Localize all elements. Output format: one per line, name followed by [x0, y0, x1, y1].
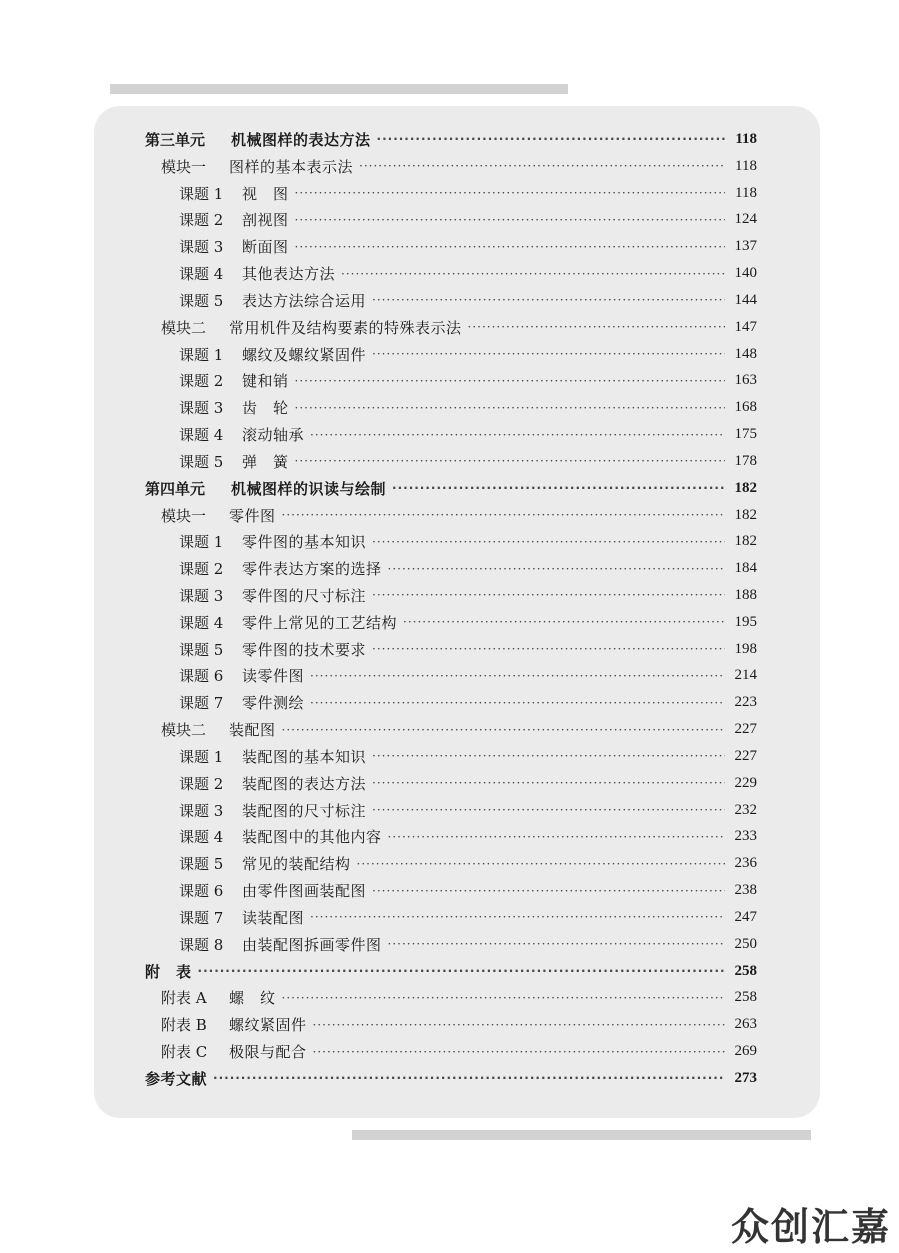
toc-entry-number: 课题 2 [179, 211, 224, 230]
toc-entry-page: 118 [735, 130, 757, 147]
toc-entry-title: 断面图 [242, 238, 289, 257]
toc-entry-title: 零件图的尺寸标注 [242, 586, 367, 605]
toc-entry[interactable] [145, 206, 757, 233]
toc-entry-title: 极限与配合 [229, 1043, 307, 1062]
toc-entry[interactable] [145, 689, 757, 716]
toc-entry[interactable] [145, 448, 757, 475]
toc-leader-dots [377, 132, 725, 146]
toc-entry-title: 附 表 [145, 962, 192, 981]
toc-entry-number: 课题 2 [179, 774, 224, 793]
top-decor-bar [110, 84, 568, 94]
toc-entry-number: 附表 B [161, 1016, 207, 1035]
toc-leader-dots [372, 776, 725, 790]
toc-leader-dots [372, 642, 725, 656]
toc-leader-dots [295, 240, 725, 254]
toc-entry-title: 装配图 [229, 721, 276, 740]
toc-entry-page: 140 [734, 265, 757, 282]
toc-entry-page: 263 [734, 1016, 757, 1033]
toc-entry-title: 由装配图拆画零件图 [242, 935, 382, 954]
toc-entry-page: 137 [734, 238, 757, 255]
toc-entry-number: 课题 5 [179, 640, 224, 659]
toc-leader-dots [213, 1071, 725, 1085]
toc-leader-dots [313, 1018, 725, 1032]
toc-entry[interactable] [145, 475, 757, 502]
toc-entry-page: 118 [735, 157, 757, 174]
toc-entry[interactable] [145, 663, 757, 690]
toc-entry[interactable] [145, 985, 757, 1012]
toc-entry-number: 课题 2 [179, 560, 224, 579]
toc-leader-dots [310, 910, 725, 924]
toc-entry-title: 图样的基本表示法 [229, 157, 354, 176]
toc-entry-page: 184 [734, 560, 757, 577]
toc-entry-page: 258 [734, 989, 757, 1006]
toc-entry-title: 机械图样的识读与绘制 [231, 479, 387, 498]
toc-leader-dots [295, 213, 725, 227]
toc-entry-number: 模块一 [161, 157, 207, 176]
toc-entry-title: 其他表达方法 [242, 265, 336, 284]
toc-entry[interactable] [145, 1038, 757, 1065]
toc-leader-dots [282, 723, 725, 737]
toc-leader-dots [313, 1045, 725, 1059]
toc-entry-number: 模块二 [161, 318, 207, 337]
toc-entry-number: 第三单元 [145, 130, 206, 149]
toc-entry-title: 装配图中的其他内容 [242, 828, 382, 847]
toc-entry[interactable] [145, 555, 757, 582]
toc-entry-title: 读零件图 [242, 667, 305, 686]
toc-entry[interactable] [145, 502, 757, 529]
toc-entry-title: 装配图的尺寸标注 [242, 801, 367, 820]
toc-entry-page: 233 [734, 828, 757, 845]
toc-leader-dots [198, 964, 725, 978]
toc-entry-number: 课题 4 [179, 426, 224, 445]
toc-entry-page: 118 [735, 184, 757, 201]
toc-entry-title: 读装配图 [242, 908, 305, 927]
toc-entry[interactable] [145, 180, 757, 207]
toc-leader-dots [388, 830, 725, 844]
toc-entry-number: 课题 5 [179, 452, 224, 471]
toc-entry[interactable] [145, 797, 757, 824]
toc-entry-number: 课题 1 [179, 184, 224, 203]
toc-entry-title: 零件图的基本知识 [242, 533, 367, 552]
toc-entry-number: 课题 3 [179, 399, 224, 418]
toc-leader-dots [388, 937, 725, 951]
toc-entry[interactable] [145, 743, 757, 770]
toc-leader-dots [295, 401, 725, 415]
toc-entry-title: 螺纹及螺纹紧固件 [242, 345, 367, 364]
toc-entry[interactable] [145, 126, 757, 153]
toc-entry[interactable] [145, 233, 757, 260]
toc-entry-number: 课题 7 [179, 694, 224, 713]
toc-entry-page: 144 [734, 291, 757, 308]
toc-entry-page: 229 [734, 774, 757, 791]
toc-entry[interactable] [145, 260, 757, 287]
toc-entry-number: 模块二 [161, 721, 207, 740]
toc-entry-page: 178 [734, 452, 757, 469]
toc-entry-number: 课题 4 [179, 613, 224, 632]
toc-leader-dots [341, 267, 725, 281]
toc-entry[interactable] [145, 958, 757, 985]
toc-entry-number: 附表 A [161, 989, 207, 1008]
toc-entry-page: 273 [734, 1069, 757, 1086]
toc-leader-dots [372, 884, 725, 898]
toc-entry[interactable] [145, 850, 757, 877]
toc-entry-page: 258 [734, 962, 757, 979]
toc-entry-title: 装配图的表达方法 [242, 774, 367, 793]
toc-entry[interactable] [145, 421, 757, 448]
toc-entry-number: 课题 2 [179, 372, 224, 391]
toc-leader-dots [282, 508, 725, 522]
toc-entry[interactable] [145, 770, 757, 797]
toc-entry-page: 236 [734, 855, 757, 872]
toc-leader-dots [372, 293, 725, 307]
toc-entry-number: 课题 1 [179, 747, 224, 766]
toc-entry[interactable] [145, 1065, 757, 1092]
toc-entry-title: 齿 轮 [242, 399, 289, 418]
toc-entry-title: 零件表达方案的选择 [242, 560, 382, 579]
toc-entry-number: 课题 1 [179, 533, 224, 552]
toc-leader-dots [295, 186, 725, 200]
toc-entry-number: 课题 4 [179, 828, 224, 847]
toc-entry[interactable] [145, 153, 757, 180]
toc-entry-number: 第四单元 [145, 479, 206, 498]
toc-leader-dots [282, 991, 725, 1005]
toc-leader-dots [372, 535, 725, 549]
toc-entry-page: 214 [734, 667, 757, 684]
toc-entry-title: 滚动轴承 [242, 426, 305, 445]
toc-entry-title: 由零件图画装配图 [242, 882, 367, 901]
toc-entry-title: 零件图的技术要求 [242, 640, 367, 659]
watermark-logo: 众创汇嘉 [730, 1205, 891, 1249]
toc-entry[interactable] [145, 314, 757, 341]
toc-entry-page: 124 [734, 211, 757, 228]
toc-leader-dots [372, 588, 725, 602]
toc-entry-number: 附表 C [161, 1043, 208, 1062]
toc-entry-page: 163 [734, 372, 757, 389]
toc-leader-dots [359, 159, 725, 173]
toc-entry-number: 课题 5 [179, 291, 224, 310]
toc-entry[interactable] [145, 824, 757, 851]
toc-entry[interactable] [145, 341, 757, 368]
toc-entry-page: 195 [734, 613, 757, 630]
toc-entry[interactable] [145, 904, 757, 931]
toc-leader-dots [372, 749, 725, 763]
toc-entry[interactable] [145, 716, 757, 743]
toc-leader-dots [388, 562, 725, 576]
toc-entry-title: 装配图的基本知识 [242, 747, 367, 766]
toc-leader-dots [392, 481, 725, 495]
toc-leader-dots [295, 374, 725, 388]
toc-entry-page: 227 [734, 747, 757, 764]
toc-leader-dots [295, 454, 725, 468]
toc-entry-title: 剖视图 [242, 211, 289, 230]
toc-entry[interactable] [145, 287, 757, 314]
toc-entry-page: 250 [734, 935, 757, 952]
toc-entry-title: 常用机件及结构要素的特殊表示法 [229, 318, 462, 337]
toc-leader-dots [372, 347, 725, 361]
toc-entry-page: 238 [734, 882, 757, 899]
toc-entry-number: 课题 8 [179, 935, 224, 954]
toc-entry-title: 参考文献 [145, 1069, 208, 1088]
toc-entry-page: 223 [734, 694, 757, 711]
toc-entry-page: 182 [734, 506, 757, 523]
toc-entry[interactable] [145, 931, 757, 958]
toc-entry[interactable] [145, 1011, 757, 1038]
toc-entry-title: 常见的装配结构 [242, 855, 351, 874]
toc-entry-page: 182 [734, 533, 757, 550]
toc-entry-number: 课题 3 [179, 586, 224, 605]
toc-entry-number: 课题 1 [179, 345, 224, 364]
toc-entry-number: 课题 6 [179, 882, 224, 901]
toc-entry[interactable] [145, 877, 757, 904]
toc-leader-dots [310, 428, 725, 442]
toc-leader-dots [357, 857, 725, 871]
toc-entry-number: 课题 5 [179, 855, 224, 874]
toc-entry-title: 螺 纹 [229, 989, 276, 1008]
toc-entry[interactable] [145, 367, 757, 394]
toc-entry-title: 螺纹紧固件 [229, 1016, 307, 1035]
table-of-contents [145, 126, 757, 1092]
toc-entry-page: 188 [734, 586, 757, 603]
toc-entry-title: 弹 簧 [242, 452, 289, 471]
toc-entry-page: 227 [734, 721, 757, 738]
toc-entry-page: 269 [734, 1043, 757, 1060]
toc-entry-title: 视 图 [242, 184, 289, 203]
toc-entry-number: 模块一 [161, 506, 207, 525]
bottom-decor-bar [352, 1130, 811, 1140]
toc-entry-page: 175 [734, 426, 757, 443]
toc-entry-title: 零件图 [229, 506, 276, 525]
toc-leader-dots [310, 669, 725, 683]
toc-entry-title: 机械图样的表达方法 [231, 130, 371, 149]
toc-entry-number: 课题 4 [179, 265, 224, 284]
toc-entry[interactable] [145, 636, 757, 663]
toc-entry-title: 零件上常见的工艺结构 [242, 613, 398, 632]
toc-entry-title: 键和销 [242, 372, 289, 391]
toc-leader-dots [372, 803, 725, 817]
toc-entry-page: 148 [734, 345, 757, 362]
toc-entry[interactable] [145, 582, 757, 609]
toc-entry-page: 182 [734, 479, 757, 496]
toc-entry-page: 168 [734, 399, 757, 416]
toc-entry-number: 课题 6 [179, 667, 224, 686]
toc-leader-dots [468, 320, 725, 334]
toc-leader-dots [403, 615, 725, 629]
toc-entry-number: 课题 3 [179, 801, 224, 820]
toc-entry-page: 198 [734, 640, 757, 657]
toc-entry-page: 247 [734, 908, 757, 925]
toc-entry[interactable] [145, 394, 757, 421]
toc-entry[interactable] [145, 528, 757, 555]
toc-entry-title: 表达方法综合运用 [242, 291, 367, 310]
toc-entry-page: 147 [734, 318, 757, 335]
toc-leader-dots [310, 696, 725, 710]
toc-entry-number: 课题 7 [179, 908, 224, 927]
toc-entry-number: 课题 3 [179, 238, 224, 257]
toc-entry[interactable] [145, 609, 757, 636]
toc-entry-page: 232 [734, 801, 757, 818]
toc-entry-title: 零件测绘 [242, 694, 305, 713]
